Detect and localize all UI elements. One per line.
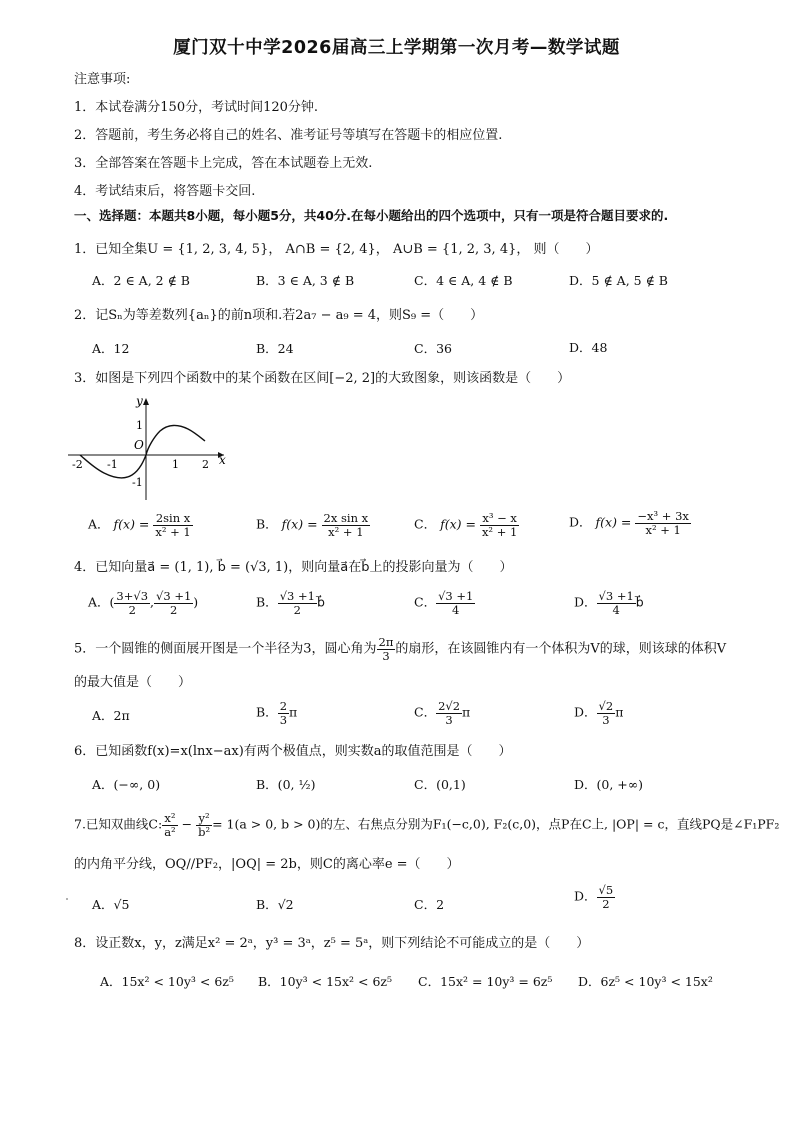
numerator: y² xyxy=(196,812,212,826)
fraction xyxy=(196,812,212,838)
numerator: 3+√3 xyxy=(116,589,149,603)
option-letter: B． xyxy=(256,594,278,610)
fraction xyxy=(480,512,519,538)
fraction xyxy=(322,512,371,538)
question-1-option-d: D．5 ∉ A, 5 ∉ B xyxy=(569,273,668,288)
question-6-stem: 6．已知函数f(x)=x(lnx−ax)有两个极值点，则实数a的取值范围是（ ） xyxy=(74,744,512,759)
denominator: 3 xyxy=(382,648,390,663)
denominator: x² + 1 xyxy=(481,524,518,539)
denominator: 2 xyxy=(169,602,178,617)
question-6-option-b: B．(0, ½) xyxy=(256,777,316,792)
notice-item-3: 3．全部答案在答题卡上完成，答在本试题卷上无效. xyxy=(74,156,373,171)
option-letter: D． xyxy=(574,704,597,720)
numerator: √3 +1 xyxy=(438,589,474,603)
denominator: 2 xyxy=(128,602,136,617)
numerator: 2sin x xyxy=(153,512,192,526)
paren-open: ( xyxy=(109,594,115,610)
option-letter: B． xyxy=(256,516,278,532)
fraction xyxy=(635,510,690,536)
function-lhs: f(x) = xyxy=(281,516,318,532)
fraction xyxy=(154,590,193,616)
fraction xyxy=(436,590,475,616)
option-letter: A． xyxy=(92,708,114,723)
question-5-stem-line2: 的最大值是（ ） xyxy=(74,675,192,690)
option-value: √2 xyxy=(277,897,294,912)
question-4-option-d xyxy=(574,590,644,616)
denominator: x² + 1 xyxy=(328,524,364,539)
fraction xyxy=(162,812,177,838)
numerator: 2 xyxy=(279,699,288,713)
pi: π xyxy=(615,704,624,720)
stem-text: 7.已知双曲线C: xyxy=(74,816,163,832)
paren-close: ) xyxy=(193,594,199,610)
fraction xyxy=(377,636,396,662)
question-8-option-a: A．15x² < 10y³ < 6z⁵ xyxy=(100,974,234,989)
numerator: x² xyxy=(162,812,177,826)
question-2-stem: 2．记Sₙ为等差数列{aₙ}的前n项和.若2a₇ − a₉ = 4，则S₉ =（ ） xyxy=(74,308,484,323)
question-3-option-b xyxy=(256,512,370,538)
question-7-option-d xyxy=(574,884,615,910)
question-2-option-d: D．48 xyxy=(569,340,608,355)
function-lhs: f(x) = xyxy=(113,516,150,532)
question-7-option-a xyxy=(92,895,129,913)
denominator: a² xyxy=(164,824,176,839)
numerator: √3 +1 xyxy=(279,589,315,603)
question-6-option-d: D．(0, +∞) xyxy=(574,777,644,792)
option-letter: A． xyxy=(88,516,110,532)
question-6-option-a: A．(−∞, 0) xyxy=(92,777,161,792)
question-5-stem xyxy=(74,636,726,662)
fraction xyxy=(114,590,150,616)
x-tick-label: 1 xyxy=(172,458,179,471)
option-letter: C． xyxy=(414,704,437,720)
notice-item-4: 4．考试结束后，将答题卡交回. xyxy=(74,184,256,199)
notice-item-1: 1．本试卷满分150分，考试时间120分钟. xyxy=(74,100,319,115)
question-1-option-b: B．3 ∈ A, 3 ∉ B xyxy=(256,273,355,288)
option-letter: D． xyxy=(569,514,592,530)
question-5-option-d xyxy=(574,700,623,726)
question-3-option-c xyxy=(414,512,519,538)
y-tick-label: -1 xyxy=(132,476,143,489)
vector-b: b⃗ xyxy=(635,594,644,610)
numerator: x³ − x xyxy=(480,512,519,526)
x-tick-label: -1 xyxy=(107,458,118,471)
stem-text: = 1(a > 0, b > 0)的左、右焦点分别为F₁(−c,0), F₂(c,0)，点P在C上, |OP| = c，直线PQ是∠F₁PF₂ xyxy=(212,816,780,832)
denominator: x² + 1 xyxy=(645,522,681,537)
fraction xyxy=(153,512,192,538)
section-heading: 一、选择题：本题共8小题，每小题5分，共40分.在每小题给出的四个选项中，只有一项是符合题目要求的. xyxy=(74,208,669,223)
option-value: 2 xyxy=(436,897,445,912)
fraction xyxy=(278,700,289,726)
question-5-option-c xyxy=(414,700,470,726)
numerator: 2π xyxy=(378,635,394,649)
denominator: 3 xyxy=(279,712,288,727)
fraction xyxy=(597,590,636,616)
minus: − xyxy=(177,816,197,832)
option-letter: C． xyxy=(414,594,437,610)
question-7-option-c xyxy=(414,895,444,913)
question-1-option-c: C．4 ∈ A, 4 ∉ B xyxy=(414,273,513,288)
question-3-option-a xyxy=(88,512,193,538)
y-axis-arrow-icon xyxy=(143,398,149,405)
denominator: 4 xyxy=(612,602,620,617)
question-6-option-c: C．(0,1) xyxy=(414,777,466,792)
numerator: √3 +1 xyxy=(156,589,192,603)
question-4-option-c xyxy=(414,590,475,616)
question-4-stem: 4．已知向量a⃗ = (1, 1), b⃗ = (√3, 1)，则向量a⃗在b⃗上的投影向量为（ ） xyxy=(74,560,513,575)
option-letter: B． xyxy=(256,704,278,720)
function-lhs: f(x) = xyxy=(440,516,476,532)
option-letter: D． xyxy=(574,888,597,904)
notice-heading: 注意事项: xyxy=(74,72,131,87)
numerator: √2 xyxy=(598,699,614,713)
scan-speck xyxy=(66,898,68,900)
question-8-option-c: C．15x² = 10y³ = 6z⁵ xyxy=(418,974,553,989)
vector-b: b⃗ xyxy=(316,594,325,610)
denominator: 2 xyxy=(602,896,610,911)
pi: π xyxy=(289,704,298,720)
y-axis-label: y xyxy=(136,394,143,408)
question-4-option-b xyxy=(256,590,325,616)
option-letter: C． xyxy=(414,516,437,532)
denominator: 2 xyxy=(293,602,301,617)
option-value: 2π xyxy=(113,708,130,723)
fraction xyxy=(436,700,462,726)
numerator: √3 +1 xyxy=(598,589,634,603)
denominator: 4 xyxy=(452,602,460,617)
question-8-option-d: D．6z⁵ < 10y³ < 15x² xyxy=(578,974,713,989)
question-5-option-b xyxy=(256,700,297,726)
x-tick-label: -2 xyxy=(72,458,83,471)
option-value: √5 xyxy=(113,897,130,912)
question-7-option-b xyxy=(256,895,294,913)
question-5-option-a xyxy=(92,706,130,724)
question-3-option-d xyxy=(569,510,691,536)
function-lhs: f(x) = xyxy=(595,514,632,530)
option-letter: A． xyxy=(88,594,110,610)
question-7-stem xyxy=(74,812,779,838)
fraction xyxy=(597,700,616,726)
question-8-stem: 8．设正数x，y，z满足x² = 2ᵃ，y³ = 3ᵃ，z⁵ = 5ᵃ，则下列结论不可能成立的是（ ） xyxy=(74,936,590,951)
denominator: b² xyxy=(198,824,211,839)
notice-item-2: 2．答题前，考生务必将自己的姓名、准考证号等填写在答题卡的相应位置. xyxy=(74,128,503,143)
question-1-option-a: A．2 ∈ A, 2 ∉ B xyxy=(92,273,190,288)
origin-label: O xyxy=(134,438,144,452)
question-2-option-a: A．12 xyxy=(92,341,130,356)
question-7-stem-line2: 的内角平分线，OQ//PF₂，|OQ| = 2b，则C的离心率e =（ ） xyxy=(74,857,460,872)
numerator: 2√2 xyxy=(438,699,461,713)
fraction xyxy=(278,590,317,616)
y-tick-label: 1 xyxy=(136,419,143,432)
x-tick-label: 2 xyxy=(202,458,209,471)
x-axis-label: x xyxy=(219,453,226,467)
denominator: 3 xyxy=(445,712,453,727)
question-8-option-b: B．10y³ < 15x² < 6z⁵ xyxy=(258,974,393,989)
question-3-stem: 3．如图是下列四个函数中的某个函数在区间[−2, 2]的大致图象，则该函数是（ ） xyxy=(74,371,571,386)
numerator: 2x sin x xyxy=(323,511,369,525)
question-2-option-b: B．24 xyxy=(256,341,294,356)
denominator: x² + 1 xyxy=(155,524,191,539)
pi: π xyxy=(462,704,471,720)
question-4-option-a xyxy=(88,590,198,616)
stem-text: 5．一个圆锥的侧面展开图是一个半径为3，圆心角为 xyxy=(74,641,377,657)
option-letter: D． xyxy=(574,594,597,610)
numerator: −x³ + 3x xyxy=(637,509,689,523)
function-graph xyxy=(64,392,234,502)
option-letter: A． xyxy=(92,897,114,912)
stem-text: 的扇形，在该圆锥内有一个体积为V的球，则该球的体积V xyxy=(395,641,727,657)
numerator: √5 xyxy=(598,883,614,897)
fraction xyxy=(597,884,616,910)
question-1-stem: 1．已知全集U = {1, 2, 3, 4, 5}， A∩B = {2, 4}， A∪B = {1, 2, 3, 4}， 则（ ） xyxy=(74,242,599,257)
denominator: 3 xyxy=(602,712,610,727)
option-letter: C． xyxy=(414,897,437,912)
question-2-option-c: C．36 xyxy=(414,341,452,356)
comma: , xyxy=(150,594,155,610)
page-title: 厦门双十中学2026届高三上学期第一次月考—数学试题 xyxy=(173,38,620,58)
option-letter: B． xyxy=(256,897,278,912)
